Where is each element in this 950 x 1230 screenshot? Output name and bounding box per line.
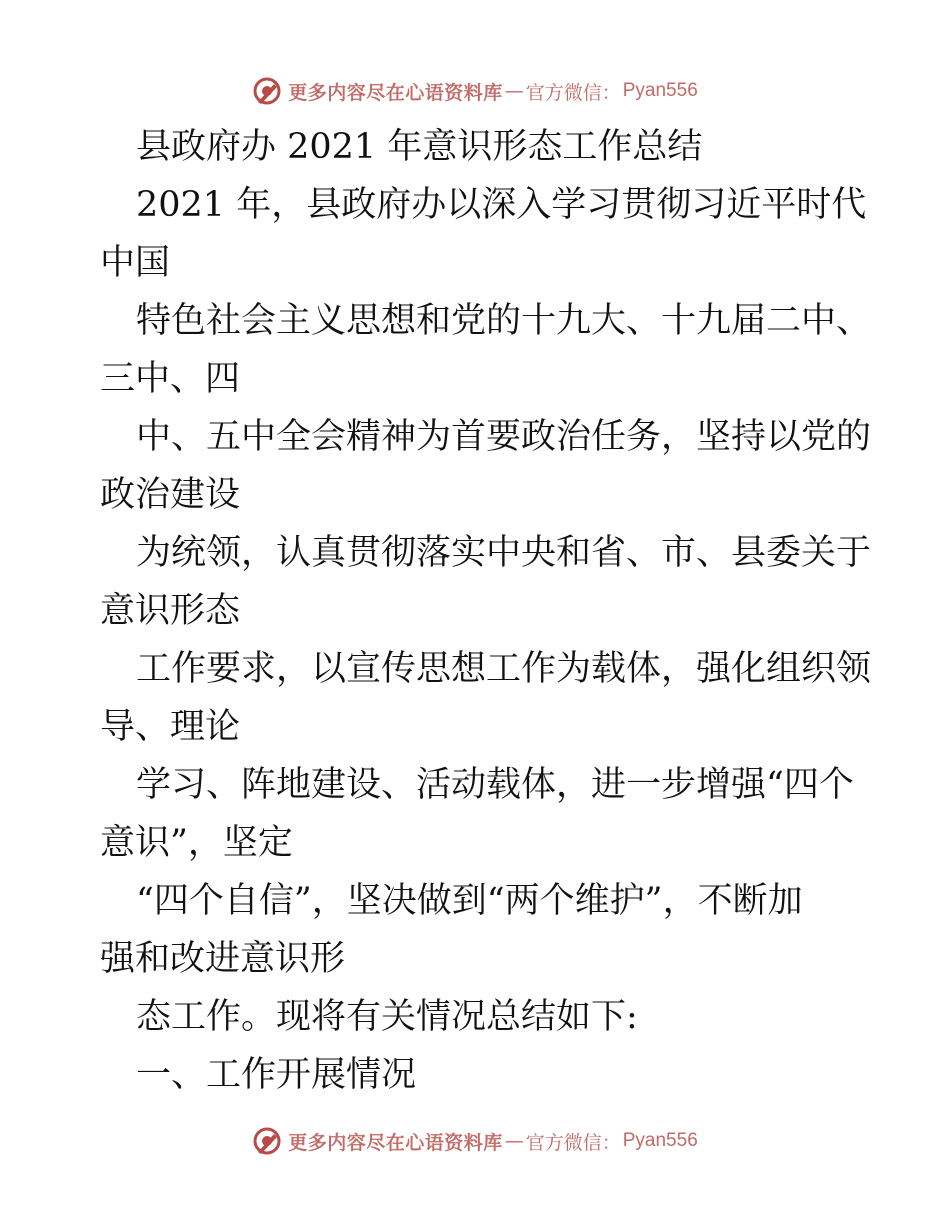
- pen-logo-icon: [252, 76, 282, 106]
- paragraph-line: 工作要求，以宣传思想工作为载体，强化组织领: [136, 649, 872, 689]
- paragraph-line: 意识”，坚定: [100, 823, 293, 863]
- banner-wechat-label: 官方微信：: [525, 81, 621, 104]
- paragraph-line: 特色社会主义思想和党的十九大、十九届二中、: [136, 301, 872, 341]
- paragraph-line: 意识形态: [100, 591, 241, 631]
- banner-wechat-id: Pyan556: [622, 80, 698, 101]
- document-title: 县政府办 2021 年意识形态工作总结: [136, 127, 703, 167]
- banner-title: 更多内容尽在心语资料库: [288, 1131, 503, 1154]
- paragraph-line: “四个自信”，坚决做到“两个维护”，不断加: [136, 881, 803, 921]
- paragraph-line: 学习、阵地建设、活动载体，进一步增强“四个: [136, 765, 854, 805]
- banner-wechat-id: Pyan556: [622, 1130, 698, 1151]
- paragraph-line: 三中、四: [100, 359, 241, 399]
- paragraph-line: 政治建设: [100, 475, 241, 515]
- paragraph-line: 导、理论: [100, 707, 241, 747]
- paragraph-line: 2021 年，县政府办以深入学习贯彻习近平时代: [136, 185, 867, 225]
- document-body: [100, 118, 872, 1104]
- banner-dash: —: [504, 80, 524, 102]
- pen-logo-icon: [252, 1126, 282, 1156]
- paragraph-line: 中国: [100, 243, 171, 283]
- paragraph-line: 态工作。现将有关情况总结如下:: [136, 997, 638, 1037]
- paragraph-line: 中、五中全会精神为首要政治任务，坚持以党的: [136, 417, 872, 457]
- footer-banner: [0, 1124, 950, 1158]
- banner-dash: —: [504, 1130, 524, 1152]
- banner-title: 更多内容尽在心语资料库: [288, 81, 503, 104]
- paragraph-line: 为统领，认真贯彻落实中央和省、市、县委关于: [136, 533, 872, 573]
- paragraph-line: 强和改进意识形: [100, 939, 346, 979]
- section-heading: 一、工作开展情况: [136, 1055, 417, 1095]
- header-banner: [0, 74, 950, 108]
- banner-wechat-label: 官方微信：: [525, 1131, 621, 1154]
